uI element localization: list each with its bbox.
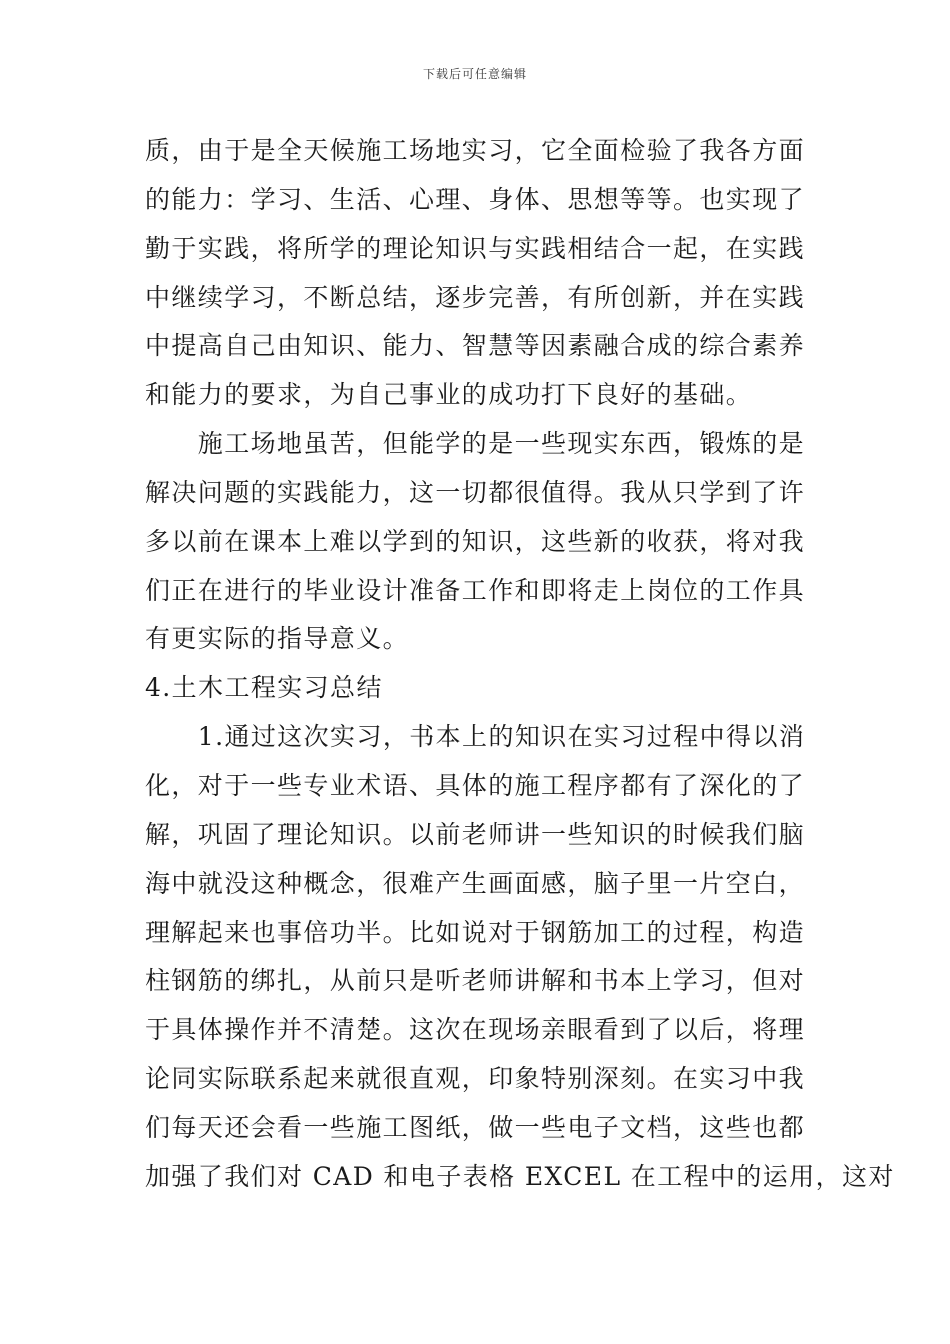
text-line: 勤于实践，将所学的理论知识与实践相结合一起，在实践: [145, 233, 806, 263]
text-line: 解，巩固了理论知识。以前老师讲一些知识的时候我们脑: [145, 819, 806, 849]
text-line: 于具体操作并不清楚。这次在现场亲眼看到了以后，将理: [145, 1015, 806, 1045]
text-line: 理解起来也事倍功半。比如说对于钢筋加工的过程，构造: [145, 917, 806, 947]
text-line: 有更实际的指导意义。: [145, 624, 410, 654]
text-line: 和能力的要求，为自己事业的成功打下良好的基础。: [145, 380, 753, 410]
text-line: 们正在进行的毕业设计准备工作和即将走上岗位的工作具: [145, 575, 806, 605]
text-line: 中提高自己由知识、能力、智慧等因素融合成的综合素养: [145, 331, 806, 361]
text-line: 中继续学习，不断总结，逐步完善，有所创新，并在实践: [145, 282, 806, 312]
text-line: 化，对于一些专业术语、具体的施工程序都有了深化的了: [145, 770, 806, 800]
text-line: 的能力：学习、生活、心理、身体、思想等等。也实现了: [145, 184, 806, 214]
text-line: 论同实际联系起来就很直观，印象特别深刻。在实习中我: [145, 1064, 806, 1094]
text-line: 们每天还会看一些施工图纸，做一些电子文档，这些也都: [145, 1112, 806, 1142]
text-line: 柱钢筋的绑扎，从前只是听老师讲解和书本上学习，但对: [145, 966, 806, 996]
text-line: 施工场地虽苦，但能学的是一些现实东西，锻炼的是: [145, 429, 806, 459]
text-line: 解决问题的实践能力，这一切都很值得。我从只学到了许: [145, 477, 806, 507]
document-body: [145, 127, 895, 1202]
section-heading: 4.土木工程实习总结: [145, 673, 383, 703]
text-line: 海中就没这种概念，很难产生画面感，脑子里一片空白，: [145, 868, 806, 898]
text-line: 1.通过这次实习，书本上的知识在实习过程中得以消: [145, 722, 806, 752]
page-header-note: 下载后可任意编辑: [422, 67, 527, 81]
text-line: 质，由于是全天候施工场地实习，它全面检验了我各方面: [145, 136, 806, 165]
text-line: 多以前在课本上难以学到的知识，这些新的收获，将对我: [145, 526, 806, 556]
text-line: 加强了我们对 CAD 和电子表格 EXCEL 在工程中的运用，这对: [145, 1161, 895, 1191]
